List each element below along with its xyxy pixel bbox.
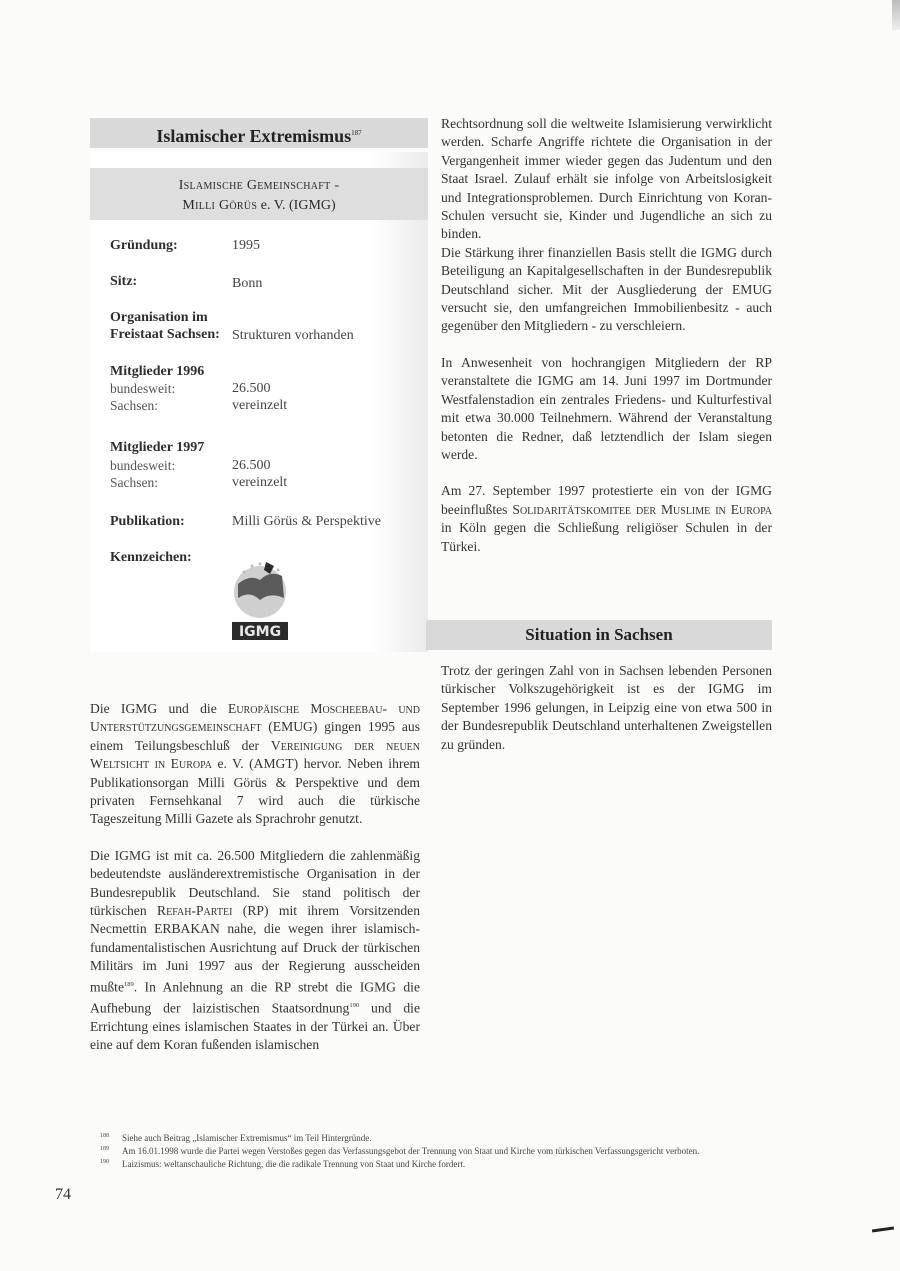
solidarity-committee-name: Solidaritätskomitee der Muslime in Europa — [512, 501, 772, 517]
members-1996-saxony-label: Sachsen: — [110, 398, 158, 413]
org-label-2: Freistaat Sachsen: — [110, 327, 220, 342]
mark-label: Kennzeichen: — [110, 550, 192, 565]
members-1997-federal-label: bundesweit: — [110, 458, 176, 473]
org-value: Strukturen vorhanden — [232, 328, 354, 343]
page-edge-mark — [892, 0, 900, 30]
seat-value: Bonn — [232, 276, 263, 291]
members-1997-saxony-label: Sachsen: — [110, 475, 158, 490]
footnotes — [100, 1132, 800, 1171]
situation-para: Trotz der geringen Zahl von in Sachsen lebenden Personen türkischer Volkszugehörigkeit ist es der IGMG im September 1996 gelungen, in Leipzig eine von etwa 500 in der Bundesrepublik Deutschland unterhaltenen Zweigstellen zu gründen. — [441, 663, 772, 752]
footnote-190 — [100, 1158, 800, 1170]
footnote-ref-189: 189 — [123, 980, 134, 988]
emug-name: Europäische Moscheebau- und Unterstützungsgemeinschaft — [90, 701, 420, 735]
page-number: 74 — [55, 1186, 71, 1203]
fact-box — [90, 152, 428, 652]
footnote-number: 188 — [100, 1133, 109, 1139]
footnote-text: Laizismus: weltanschauliche Richtung, die die radikale Trennung von Staat und Kirche fordert. — [122, 1159, 466, 1169]
left-col-para-1-c: e. V. (AMGT) hervor. Neben ihrem Publikationsorgan Milli Görüs & Perspektive und dem privaten Fernsehkanal 7 wird auch die türkische Tageszeitung Milli Gazete als Sprachrohr genutzt. — [90, 756, 420, 827]
footnote-number: 190 — [100, 1159, 109, 1165]
org-name-line2 — [90, 196, 428, 216]
left-col-para-1-a: Die IGMG und die — [90, 701, 229, 716]
members-1997-saxony-value: vereinzelt — [232, 475, 288, 490]
left-column-text — [90, 700, 420, 1072]
members-1997-federal-value: 26.500 — [232, 458, 271, 473]
left-col-para-2-c: . In Anlehnung an die RP strebt die IGMG die Aufhebung der laizistischen Staatsordnung — [90, 979, 420, 1016]
seat-label: Sitz: — [110, 274, 138, 289]
left-col-para-1 — [90, 700, 420, 829]
right-col-para-4-a: Am 27. September 1997 protestierte ein von der IGMG beeinflußtes — [441, 483, 772, 517]
footnote-number: 189 — [100, 1146, 109, 1152]
refah-party-name: Refah-Partei — [157, 903, 233, 919]
right-col-para-4 — [441, 482, 772, 556]
title-footnote-ref: 187 — [351, 129, 362, 137]
right-column-text — [441, 115, 772, 574]
members-1996-federal-value: 26.500 — [232, 381, 271, 396]
org-label-1: Organisation im — [110, 310, 208, 325]
footnote-text: Siehe auch Beitrag „Islamischer Extremismus“ im Teil Hintergründe. — [122, 1133, 372, 1143]
right-col-para-1: Rechtsordnung soll die weltweite Islamisierung verwirklicht werden. Scharfe Angriffe richtete die Organisation in der Vergangenheit immer wieder gegen das Judentum und den Staat Israel. Zulauf erhält sie infolge von Arbeitslosigkeit und Integrationsproblemen. Durch Einrichtung von Koran-Schulen versucht sie, Kinder und Jugendliche an sich zu binden. — [441, 116, 772, 242]
amgt-name: Vereinigung der neuen Weltsicht in Europa — [90, 737, 420, 772]
situation-text — [441, 662, 772, 772]
situation-heading-bar — [426, 620, 772, 650]
left-col-para-1-b: (EMUG) gingen 1995 aus einem Teilungsbeschluß der — [90, 719, 420, 753]
footnote-188 — [100, 1132, 800, 1144]
footnote-text: Am 16.01.1998 wurde die Partei wegen Verstoßes gegen das Verfassungsgebot der Trennung von Staat und Kirche vom türkischen Verfassungsgericht verboten. — [122, 1146, 700, 1156]
right-col-para-4-b: in Köln gegen die Schließung religiöser Schulen in der Türkei. — [441, 520, 772, 554]
founding-label: Gründung: — [110, 238, 178, 253]
right-col-para-3: In Anwesenheit von hochrangigen Mitgliedern der RP veranstaltete die IGMG am 14. Juni 1997 im Dortmunder Westfalenstadion ein zentrales Friedens- und Kulturfestival mit etwa 30.000 Teilnehmern. Während der Veranstaltung betonten die Redner, daß letztendlich der Islam siegen werde. — [441, 354, 772, 462]
footnote-ref-190: 190 — [349, 1001, 360, 1009]
section-title-bar — [90, 118, 428, 148]
org-name-line1: Islamische Gemeinschaft - — [178, 178, 340, 193]
right-col-para-2: Die Stärkung ihrer finanziellen Basis stellt die IGMG durch Beteiligung an Kapitalgesellschaften in der Bundesrepublik Deutschland sicher. Mit der Ausgliederung der EMUG versucht sie, den umfangreichen Immobilienbesitz - auch gegenüber den Mitgliedern - zu verschleiern. — [441, 244, 772, 334]
left-col-para-2-b: (RP) mit ihrem Vorsitzenden Necmettin ERBAKAN nahe, die wegen ihrer islamisch-fundamentalistischen Ausrichtung auf Druck der türkischen Militärs im Juni 1997 aus der Regierung ausscheiden mußte — [90, 903, 420, 995]
footnote-189 — [100, 1145, 800, 1157]
fact-box-header — [90, 168, 428, 220]
founding-value: 1995 — [232, 238, 260, 253]
members-1996-label: Mitglieder 1996 — [110, 364, 205, 379]
publication-label: Publikation: — [110, 514, 185, 529]
members-1996-federal-label: bundesweit: — [110, 381, 176, 396]
logo-text: IGMG — [238, 624, 282, 640]
org-name-line2-a: Milli Görüs — [182, 198, 258, 213]
page-corner-mark — [872, 1226, 894, 1232]
members-1997-label: Mitglieder 1997 — [110, 440, 205, 455]
left-col-para-2 — [90, 847, 420, 1055]
members-1996-saxony-value: vereinzelt — [232, 398, 288, 413]
section-title: Islamischer Extremismus — [156, 126, 352, 146]
publication-value: Milli Görüs & Perspektive — [232, 514, 381, 529]
igmg-logo — [230, 552, 290, 644]
situation-heading: Situation in Sachsen — [525, 625, 673, 644]
org-name-line2-b: e. V. (IGMG) — [260, 198, 336, 213]
left-col-para-2-d: und die Errichtung eines islamischen Staates in der Türkei an. Über eine auf dem Koran fußenden islamischen — [90, 1000, 420, 1052]
left-col-para-2-a: Die IGMG ist mit ca. 26.500 Mitgliedern die zahlenmäßig bedeutendste ausländerextremistische Organisation in der Bundesrepublik Deutschland. Sie stand politisch der türkischen — [90, 847, 420, 919]
